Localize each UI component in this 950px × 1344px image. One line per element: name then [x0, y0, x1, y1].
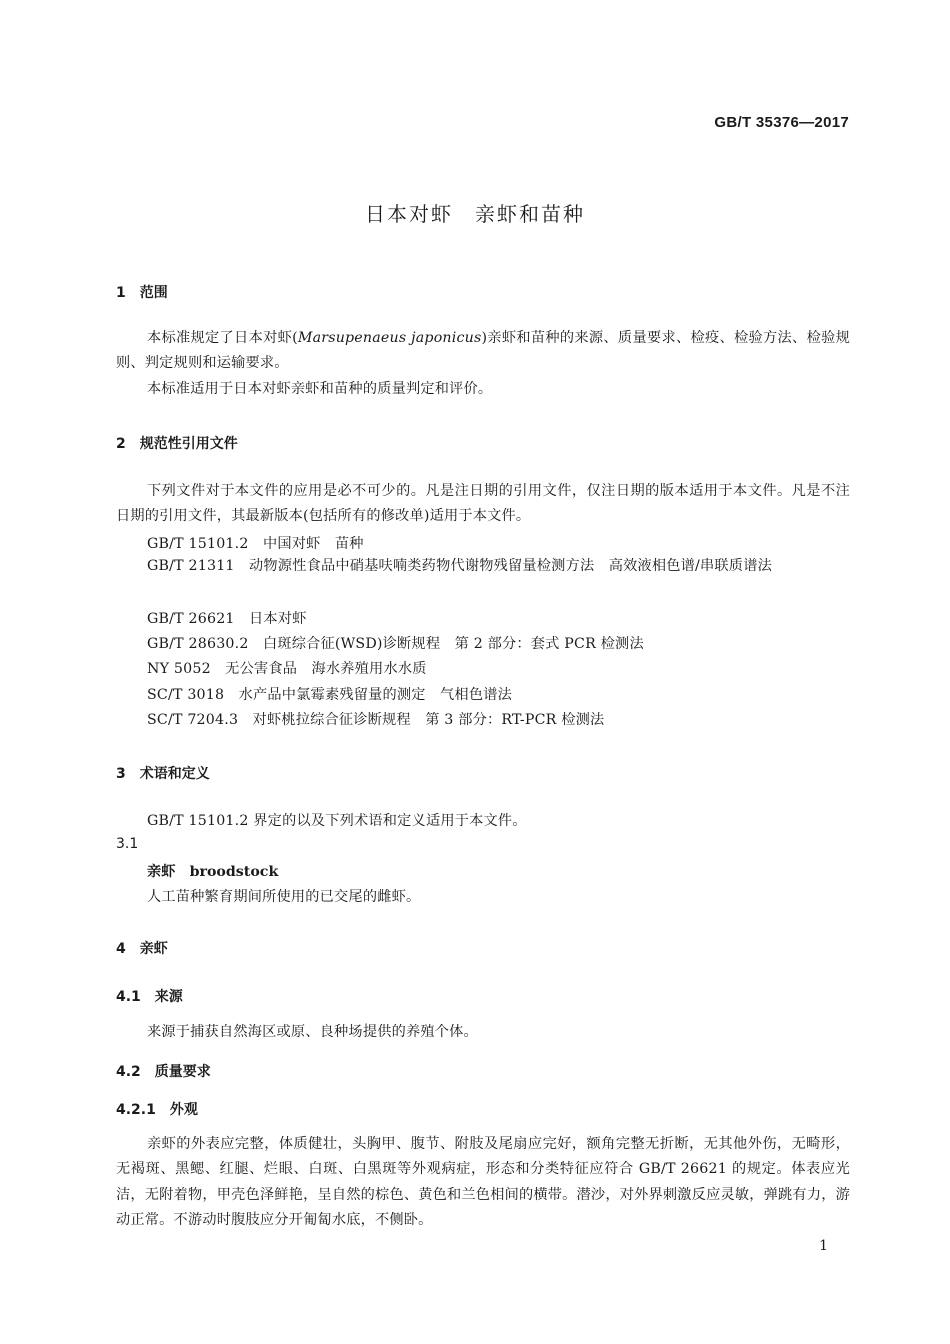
section-1-paragraph-1 [116, 326, 850, 377]
document-title: 日本对虾 亲虾和苗种 [365, 202, 585, 226]
section-3-heading: 3 术语和定义 [116, 766, 210, 782]
section-4-2-1-text: 亲虾的外表应完整，体质健壮，头胸甲、腹节、附肢及尾扇应完好，额角完整无折断，无其他外伤，无畸形，无褐斑、黑鳃、红腿、烂眼、白斑、白黑斑等外观病症，形态和分类特征应符合 GB/T 26621 的规定。体表应光洁，无附着物，甲壳色泽鲜艳，呈自然的棕色、黄色和兰色相间的横带。潜沙，对外界刺激反应灵敏，弹跳有力，游动正常。不游动时腹肢应分开匍匐水底，不侧卧。 [116, 1136, 850, 1228]
reference-item: GB/T 21311 动物源性食品中硝基呋喃类药物代谢物残留量检测方法 高效液相色谱/串联质谱法 [147, 558, 772, 574]
section-4-heading: 4 亲虾 [116, 941, 168, 957]
term-definition: 人工苗种繁育期间所使用的已交尾的雌虾。 [147, 889, 421, 905]
section-3-intro: GB/T 15101.2 界定的以及下列术语和定义适用于本文件。 [147, 813, 527, 829]
section-1-paragraph-2: 本标准适用于日本对虾亲虾和苗种的质量判定和评价。 [147, 381, 493, 397]
reference-item: GB/T 26621 日本对虾 [147, 611, 307, 627]
reference-item: GB/T 28630.2 白斑综合征(WSD)诊断规程 第 2 部分：套式 PCR 检测法 [147, 636, 644, 652]
section-4-2-heading: 4.2 质量要求 [116, 1064, 211, 1080]
section-1-heading: 1 范围 [116, 285, 168, 301]
section-2-intro: 下列文件对于本文件的应用是必不可少的。凡是注日期的引用文件，仅注日期的版本适用于本文件。凡是不注日期的引用文件，其最新版本(包括所有的修改单)适用于本文件。 [116, 483, 850, 525]
s1-text-b: )亲虾和苗种的来源、质量要求、检疫、检验方法、检验规则、判定规则和运输要求。 [116, 330, 850, 372]
standard-code: GB/T 35376—2017 [714, 114, 849, 131]
reference-item: SC/T 3018 水产品中氯霉素残留量的测定 气相色谱法 [147, 687, 512, 703]
section-4-1-text: 来源于捕获自然海区或原、良种场提供的养殖个体。 [147, 1024, 478, 1040]
page-number: 1 [819, 1238, 828, 1254]
section-4-2-1-heading: 4.2.1 外观 [116, 1102, 198, 1118]
term-entry: 亲虾 broodstock [147, 864, 279, 880]
s1-text-a: 本标准规定了日本对虾( [147, 330, 298, 346]
section-4-1-heading: 4.1 来源 [116, 989, 183, 1005]
reference-item: NY 5052 无公害食品 海水养殖用水水质 [147, 661, 427, 677]
latin-name: Marsupenaeus japonicus [297, 330, 482, 346]
reference-item: SC/T 7204.3 对虾桃拉综合征诊断规程 第 3 部分：RT-PCR 检测法 [147, 712, 605, 728]
section-2-heading: 2 规范性引用文件 [116, 436, 238, 452]
reference-item: GB/T 15101.2 中国对虾 苗种 [147, 536, 364, 552]
clause-number: 3.1 [116, 836, 139, 852]
